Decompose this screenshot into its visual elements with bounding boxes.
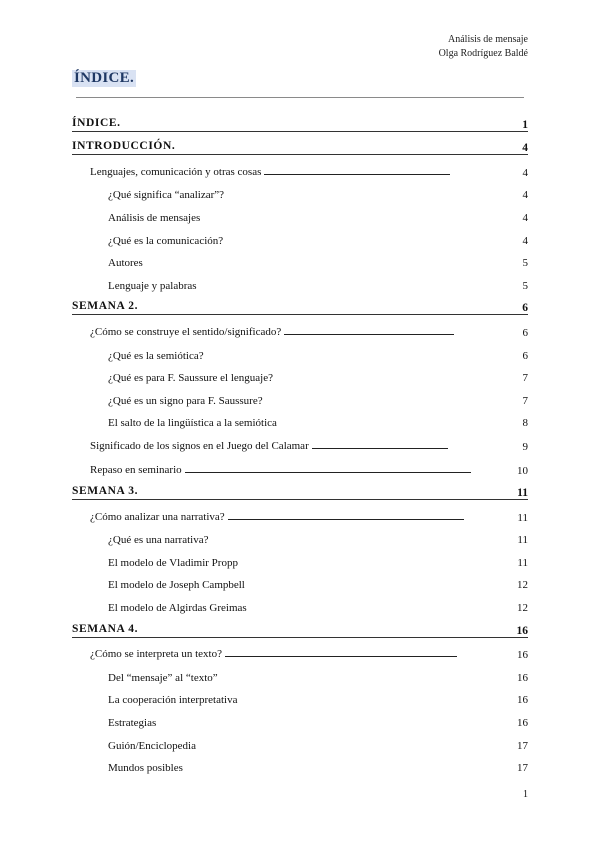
toc-entry-title[interactable]: ¿Cómo se interpreta un texto? [90,648,222,661]
toc-entry-title[interactable]: Lenguajes, comunicación y otras cosas [90,165,262,178]
toc-entry-page: 4 [522,189,528,202]
toc-entry-title[interactable]: ¿Cómo analizar una narrativa? [90,510,225,523]
toc-entry-page: 1 [522,118,528,131]
toc-entry-title[interactable]: ¿Qué significa “analizar”? [108,189,225,202]
toc-entry-page: 17 [517,739,528,752]
toc-entry-page: 9 [522,440,528,453]
toc-leader-line [284,333,454,335]
toc-entry[interactable] [72,453,528,477]
toc-entry-title[interactable]: Lenguaje y palabras [108,279,197,292]
toc-entry-title[interactable]: Del “mensaje” al “texto” [108,671,218,684]
toc-entry[interactable] [72,524,528,547]
toc-entry-title[interactable]: La cooperación interpretativa [108,694,238,707]
toc-entry[interactable] [72,407,528,430]
page-number: 1 [523,789,528,800]
toc-entry-title[interactable]: El modelo de Joseph Campbell [108,579,245,592]
toc-entry[interactable] [72,638,528,662]
table-of-contents [72,108,528,774]
toc-entry-page: 10 [517,464,528,477]
toc-entry[interactable] [72,132,528,156]
toc-leader-line [312,447,448,449]
toc-entry-title[interactable]: Autores [108,257,143,270]
toc-entry-page: 16 [517,649,528,662]
toc-entry-page: 4 [522,234,528,247]
toc-entry[interactable] [72,500,528,524]
toc-entry-page: 11 [517,534,528,547]
toc-entry-title[interactable]: ¿Qué es la comunicación? [108,234,224,247]
toc-entry[interactable] [72,362,528,385]
toc-entry[interactable] [72,729,528,752]
toc-entry-title[interactable]: Repaso en seminario [90,463,182,476]
heading-rule [76,97,524,98]
toc-entry[interactable] [72,384,528,407]
toc-entry-page: 4 [522,211,528,224]
toc-entry[interactable] [72,155,528,179]
toc-entry[interactable] [72,339,528,362]
toc-entry[interactable] [72,201,528,224]
toc-entry-page: 17 [517,762,528,775]
toc-leader-line [228,518,464,520]
header-author: Olga Rodríguez Baldé [438,48,528,59]
toc-entry-title[interactable]: ¿Qué es la semiótica? [108,349,204,362]
toc-entry-page: 12 [517,602,528,615]
toc-entry[interactable] [72,706,528,729]
toc-entry[interactable] [72,108,528,132]
toc-entry-title[interactable]: El modelo de Vladimir Propp [108,556,238,569]
toc-entry-title[interactable]: SEMANA 2. [72,300,139,313]
toc-entry-title[interactable]: ¿Cómo se construye el sentido/significado? [90,325,282,338]
toc-entry[interactable] [72,429,528,453]
running-header [439,33,528,61]
index-heading: ÍNDICE. [74,70,135,86]
toc-entry[interactable] [72,569,528,592]
toc-entry-title[interactable]: INTRODUCCIÓN. [72,140,176,153]
toc-entry-page: 16 [516,624,528,637]
toc-entry-title[interactable]: ¿Qué es para F. Saussure el lenguaje? [108,372,273,385]
toc-entry-page: 8 [522,417,528,430]
toc-entry-title[interactable]: Guión/Enciclopedia [108,739,196,752]
toc-entry[interactable] [72,269,528,292]
toc-entry-page: 7 [522,372,528,385]
toc-entry-page: 7 [522,394,528,407]
toc-entry-page: 4 [522,142,528,155]
toc-entry-title[interactable]: El modelo de Algirdas Greimas [108,602,247,615]
toc-entry[interactable] [72,179,528,202]
toc-entry-page: 16 [517,671,528,684]
toc-entry-page: 11 [517,556,528,569]
header-document-title: Análisis de mensaje [448,34,528,45]
toc-entry-title[interactable]: SEMANA 3. [72,485,139,498]
toc-entry[interactable] [72,752,528,775]
toc-entry[interactable] [72,591,528,614]
toc-entry[interactable] [72,315,528,339]
toc-entry-page: 16 [517,717,528,730]
toc-leader-line [185,471,471,473]
toc-entry-title[interactable]: Significado de los signos en el Juego del Calamar [90,439,309,452]
toc-entry-title[interactable]: SEMANA 4. [72,622,139,635]
toc-entry-title[interactable]: ¿Qué es un signo para F. Saussure? [108,394,263,407]
toc-leader-line [264,173,450,175]
toc-entry[interactable] [72,292,528,316]
toc-entry-page: 6 [522,326,528,339]
toc-entry-page: 5 [522,279,528,292]
toc-entry-title[interactable]: El salto de la lingüística a la semiótica [108,417,277,430]
toc-entry-page: 11 [517,487,528,500]
toc-entry[interactable] [72,546,528,569]
toc-entry-title[interactable]: ÍNDICE. [72,116,121,129]
toc-entry-page: 6 [522,349,528,362]
toc-entry-page: 11 [517,511,528,524]
toc-leader-line [225,655,457,657]
toc-entry-page: 16 [517,694,528,707]
toc-entry[interactable] [72,477,528,501]
toc-entry-title[interactable]: Análisis de mensajes [108,211,201,224]
toc-entry[interactable] [72,224,528,247]
toc-entry-title[interactable]: ¿Qué es una narrativa? [108,534,209,547]
toc-entry[interactable] [72,247,528,270]
toc-entry-page: 5 [522,257,528,270]
toc-entry-page: 12 [517,579,528,592]
toc-entry-title[interactable]: Mundos posibles [108,762,183,775]
toc-entry[interactable] [72,614,528,638]
toc-entry[interactable] [72,661,528,684]
toc-entry-title[interactable]: Estrategias [108,717,157,730]
toc-entry[interactable] [72,684,528,707]
toc-entry-page: 4 [522,166,528,179]
toc-entry-page: 6 [522,302,528,315]
